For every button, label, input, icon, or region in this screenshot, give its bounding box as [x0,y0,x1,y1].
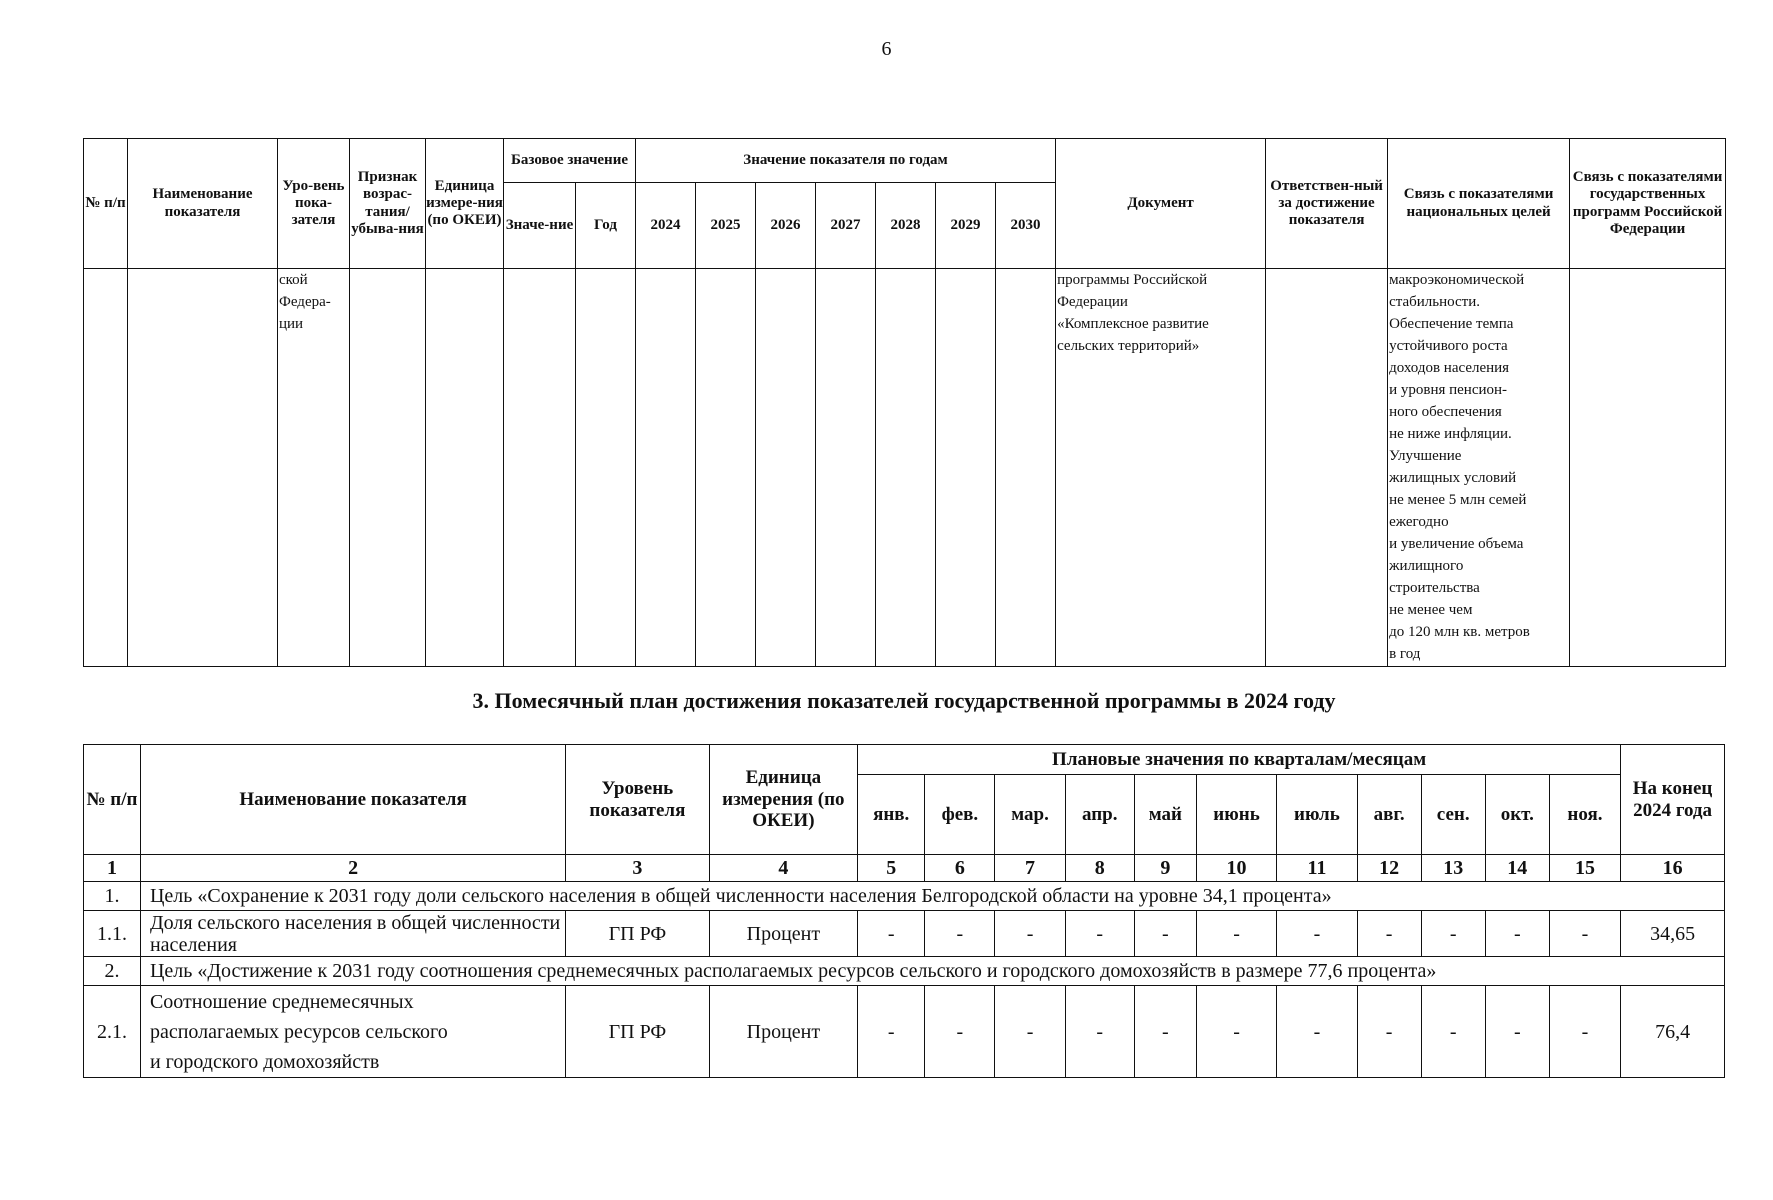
header-year: 2027 [816,183,876,269]
header-state-programs: Связь с показателями государственных программ Российской Федерации [1570,139,1726,269]
cell-unit [426,269,504,667]
column-number: 12 [1357,855,1421,882]
cell-year [936,269,996,667]
cell-year [636,269,696,667]
page-number: 6 [881,38,892,60]
month-value: - [995,986,1065,1078]
cell-base-year [576,269,636,667]
header-month: фев. [925,775,995,855]
text-line: до 120 млн кв. метров [1389,624,1530,640]
header-year: 2029 [936,183,996,269]
header-level: Уровень показателя [566,745,709,855]
text-line: располагаемых ресурсов сельского [149,1020,448,1043]
column-number: 2 [140,855,565,882]
month-value: - [1065,986,1134,1078]
goal-text: Цель «Достижение к 2031 году соотношения среднемесячных располагаемых ресурсов сельского и городского домохозяйств в размере 77,6 процента» [140,957,1724,986]
header-values-by-year: Значение показателя по годам [636,139,1056,183]
column-number: 14 [1485,855,1549,882]
column-number: 15 [1549,855,1620,882]
month-value: - [995,911,1065,957]
text-line: «Комплексное развитие [1057,316,1209,332]
text-line: Соотношение среднемесячных [149,990,414,1013]
month-value: - [1549,986,1620,1078]
header-base-value: Базовое значение [504,139,636,183]
row-level: ГП РФ [566,911,709,957]
row-num: 1.1. [84,911,141,957]
header-planned-values: Плановые значения по кварталам/месяцам [858,745,1621,775]
header-num: № п/п [84,745,141,855]
cell-state-programs [1570,269,1726,667]
table-row [84,911,1725,957]
header-year: 2030 [996,183,1056,269]
text-line: и увеличение объема [1389,536,1524,552]
header-num: № п/п [84,139,128,269]
month-value: - [1277,986,1357,1078]
month-value: - [1421,911,1485,957]
cell-base-val [504,269,576,667]
cell-sign [350,269,426,667]
row-indicator-name [140,986,565,1078]
month-value: - [1134,986,1196,1078]
header-year: 2028 [876,183,936,269]
header-base-val: Значе-ние [504,183,576,269]
cell-level [278,269,350,667]
month-value: - [925,911,995,957]
header-month: июнь [1196,775,1276,855]
row-level: ГП РФ [566,986,709,1078]
cell-responsible [1266,269,1388,667]
cell-name [128,269,278,667]
header-indicator-name: Наименование показателя [140,745,565,855]
text-line: ежегодно [1389,514,1449,530]
text-line: жилищных условий [1389,470,1517,486]
text-line: строительства [1389,580,1480,596]
text-line: Федера- [279,294,331,310]
month-value: - [1196,986,1276,1078]
header-month: июль [1277,775,1357,855]
end-of-year-value: 76,4 [1621,986,1725,1078]
text-line: ции [279,316,304,332]
cell-national-goals [1388,269,1570,667]
column-number: 7 [995,855,1065,882]
header-month: окт. [1485,775,1549,855]
text-line: Обеспечение темпа [1389,316,1514,332]
text-line: ской [279,272,308,288]
goal-row [84,957,1725,986]
header-month: май [1134,775,1196,855]
column-number: 5 [858,855,925,882]
column-number: 8 [1065,855,1134,882]
goal-num: 2. [84,957,141,986]
goal-text: Цель «Сохранение к 2031 году доли сельского населения в общей численности населения Белгородской области на уровне 34,1 процента» [140,882,1724,911]
cell-year [816,269,876,667]
header-year: 2024 [636,183,696,269]
goal-num: 1. [84,882,141,911]
text-line: жилищного [1389,558,1464,574]
indicators-table-continuation [83,138,1726,667]
month-value: - [1485,986,1549,1078]
column-number: 13 [1421,855,1485,882]
cell-year [876,269,936,667]
month-value: - [858,911,925,957]
month-value: - [1196,911,1276,957]
header-month: апр. [1065,775,1134,855]
text-line: сельских территорий» [1057,338,1200,354]
header-level: Уро-вень пока-зателя [278,139,350,269]
cell-document [1056,269,1266,667]
text-line: и городского домохозяйств [149,1050,380,1073]
header-month: ноя. [1549,775,1620,855]
month-value: - [1065,911,1134,957]
month-value: - [925,986,995,1078]
text-line: программы Российской [1057,272,1208,288]
column-number: 3 [566,855,709,882]
header-document: Документ [1056,139,1266,269]
month-value: - [1357,986,1421,1078]
text-line: в год [1389,646,1421,662]
section-title: 3. Помесячный план достижения показателей государственной программы в 2024 году [472,688,1336,713]
text-line: стабильности. [1389,294,1481,310]
text-line: макроэкономической [1389,272,1525,288]
text-line: Федерации [1057,294,1128,310]
text-line: не менее 5 млн семей [1389,492,1527,508]
header-month: мар. [995,775,1065,855]
column-number: 9 [1134,855,1196,882]
header-year: 2026 [756,183,816,269]
column-number: 10 [1196,855,1276,882]
header-end-of-year: На конец 2024 года [1621,745,1725,855]
cell-year [696,269,756,667]
text-line: Улучшение [1389,448,1462,464]
cell-year [756,269,816,667]
column-number: 11 [1277,855,1357,882]
column-number: 6 [925,855,995,882]
text-line: устойчивого роста [1389,338,1508,354]
header-unit: Единица измерения (по ОКЕИ) [709,745,858,855]
column-number: 1 [84,855,141,882]
header-year: 2025 [696,183,756,269]
end-of-year-value: 34,65 [1621,911,1725,957]
month-value: - [1277,911,1357,957]
month-value: - [1357,911,1421,957]
header-indicator-name: Наименование показателя [128,139,278,269]
header-month: авг. [1357,775,1421,855]
column-number-row [84,855,1725,882]
month-value: - [1549,911,1620,957]
row-unit: Процент [709,986,858,1078]
month-value: - [858,986,925,1078]
goal-row [84,882,1725,911]
text-line: не ниже инфляции. [1389,426,1512,442]
column-number: 4 [709,855,858,882]
header-month: янв. [858,775,925,855]
header-month: сен. [1421,775,1485,855]
header-responsible: Ответствен-ный за достижение показателя [1266,139,1388,269]
month-value: - [1421,986,1485,1078]
text-line: ного обеспечения [1389,404,1502,420]
header-base-year: Год [576,183,636,269]
monthly-plan-table [83,744,1725,1078]
header-national-goals: Связь с показателями национальных целей [1388,139,1570,269]
month-value: - [1134,911,1196,957]
column-number: 16 [1621,855,1725,882]
text-line: доходов населения [1389,360,1510,376]
cell-num [84,269,128,667]
row-indicator-name: Доля сельского населения в общей численности населения [140,911,565,957]
header-trend-sign: Признак возрас-тания/ убыва-ния [350,139,426,269]
table-row [84,269,1726,667]
text-line: и уровня пенсион- [1389,382,1508,398]
month-value: - [1485,911,1549,957]
text-line: не менее чем [1389,602,1473,618]
header-unit: Единица измере-ния (по ОКЕИ) [426,139,504,269]
table-row [84,986,1725,1078]
row-unit: Процент [709,911,858,957]
cell-year [996,269,1056,667]
row-num: 2.1. [84,986,141,1078]
